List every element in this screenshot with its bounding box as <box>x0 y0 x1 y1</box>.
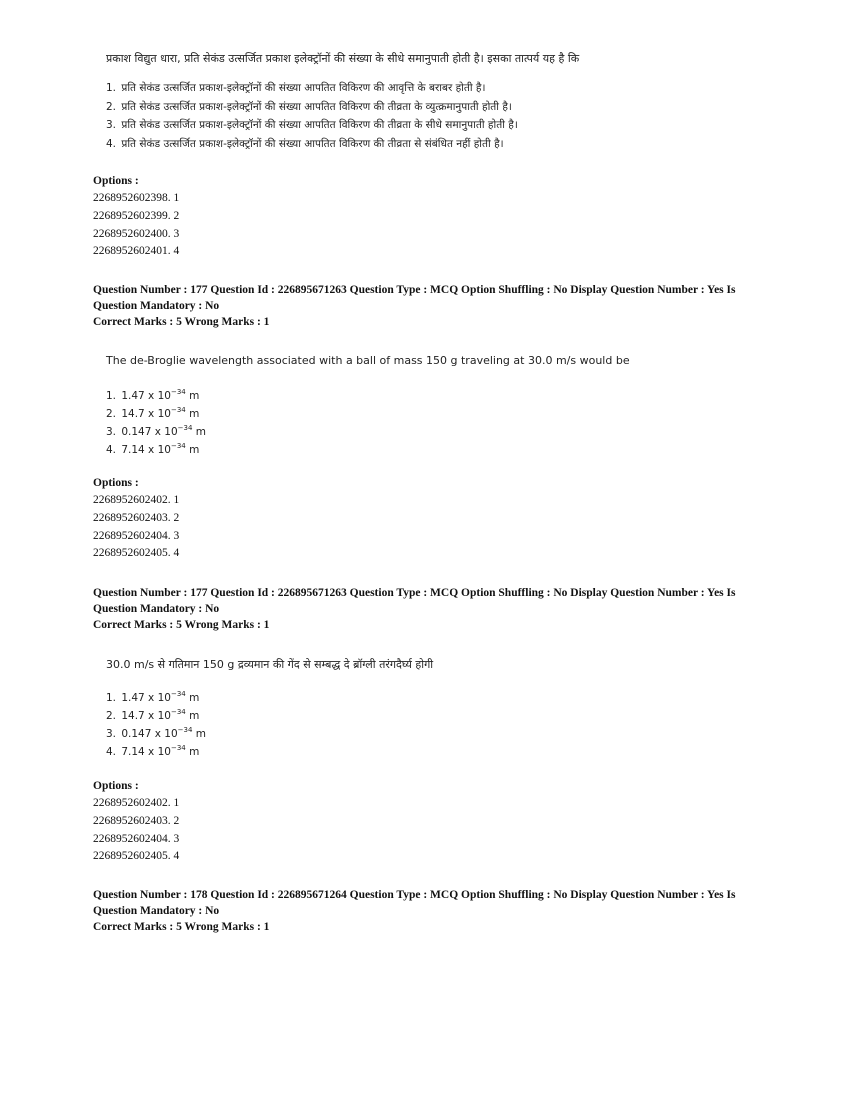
answer-choice: 3. 0.147 x $10^{-34}$ m <box>106 726 207 740</box>
options-label: Options : <box>93 477 139 489</box>
option-id: 2268952602401. 4 <box>93 245 180 258</box>
answer-choice-list <box>106 685 206 757</box>
option-id: 2268952602402. 1 <box>93 494 180 506</box>
question-stem: 30.0 m/s से गतिमान 150 g द्रव्यमान की गेंद से सम्बद्ध दे ब्रॉग्ली तरंगदैर्घ्य होगी <box>106 658 434 671</box>
answer-choice: 4. 7.14 x $10^{-34}$ m <box>106 744 200 758</box>
option-id: 2268952602398. 1 <box>93 192 180 204</box>
question-meta-line: Question Number : 177 Question Id : 226895671263 Question Type : MCQ Option Shuffling : No Display Question Number : Yes Is <box>93 284 736 296</box>
option-id: 2268952602404. 3 <box>93 529 180 542</box>
answer-choice: 1. प्रति सेकंड उत्सर्जित प्रकाश-इलेक्ट्रॉनों की संख्या आपतित विकिरण की आवृत्ति के बराबर होती है। <box>106 82 486 94</box>
question-header <box>93 887 763 935</box>
question-marks: Correct Marks : 5 Wrong Marks : 1 <box>93 316 270 328</box>
question-stem: प्रकाश विद्युत धारा, प्रति सेकंड उत्सर्जित प्रकाश इलेक्ट्रॉनों की संख्या के सीधे समानुपाती होती है। इसका तात्पर्य यह है कि <box>106 52 580 65</box>
option-id: 2268952602400. 3 <box>93 227 180 240</box>
answer-choice: 2. 14.7 x $10^{-34}$ m <box>106 406 200 420</box>
answer-choice-list <box>106 383 206 455</box>
question-mandatory: Question Mandatory : No <box>93 905 220 917</box>
option-id: 2268952602402. 1 <box>93 797 180 809</box>
answer-choice: 2. प्रति सेकंड उत्सर्जित प्रकाश-इलेक्ट्रॉनों की संख्या आपतित विकिरण की तीव्रता के व्युत्क्रमानुपाती होती है। <box>106 100 512 113</box>
question-meta-line: Question Number : 177 Question Id : 226895671263 Question Type : MCQ Option Shuffling : No Display Question Number : Yes Is <box>93 587 736 599</box>
answer-choice: 4. प्रति सेकंड उत्सर्जित प्रकाश-इलेक्ट्रॉनों की संख्या आपतित विकिरण की तीव्रता से संबंधित नहीं होती है। <box>106 137 504 150</box>
answer-choice: 4. 7.14 x $10^{-34}$ m <box>106 442 200 456</box>
question-header <box>93 585 763 633</box>
question-mandatory: Question Mandatory : No <box>93 300 220 312</box>
question-marks: Correct Marks : 5 Wrong Marks : 1 <box>93 619 270 631</box>
question-stem: The de-Broglie wavelength associated with a ball of mass 150 g traveling at 30.0 m/s would be <box>106 354 630 367</box>
option-id: 2268952602403. 2 <box>93 511 180 524</box>
options-label: Options : <box>93 175 139 187</box>
options-block <box>93 474 179 563</box>
answer-choice: 1. 1.47 x $10^{-34}$ m <box>106 388 200 402</box>
option-id: 2268952602405. 4 <box>93 850 180 863</box>
answer-choice-list <box>106 79 518 153</box>
answer-choice: 1. 1.47 x $10^{-34}$ m <box>106 690 200 704</box>
option-id: 2268952602404. 3 <box>93 832 180 845</box>
question-mandatory: Question Mandatory : No <box>93 603 220 615</box>
question-meta-line: Question Number : 178 Question Id : 226895671264 Question Type : MCQ Option Shuffling : No Display Question Number : Yes Is <box>93 889 736 901</box>
answer-choice: 3. 0.147 x $10^{-34}$ m <box>106 424 207 438</box>
options-block <box>93 172 179 261</box>
options-block <box>93 777 179 866</box>
option-id: 2268952602399. 2 <box>93 209 180 222</box>
option-id: 2268952602405. 4 <box>93 547 180 560</box>
question-header <box>93 282 763 330</box>
option-id: 2268952602403. 2 <box>93 814 180 827</box>
answer-choice: 2. 14.7 x $10^{-34}$ m <box>106 708 200 722</box>
answer-choice: 3. प्रति सेकंड उत्सर्जित प्रकाश-इलेक्ट्रॉनों की संख्या आपतित विकिरण की तीव्रता के सीधे समानुपाती होती है। <box>106 119 518 131</box>
options-label: Options : <box>93 780 139 792</box>
question-marks: Correct Marks : 5 Wrong Marks : 1 <box>93 921 270 933</box>
